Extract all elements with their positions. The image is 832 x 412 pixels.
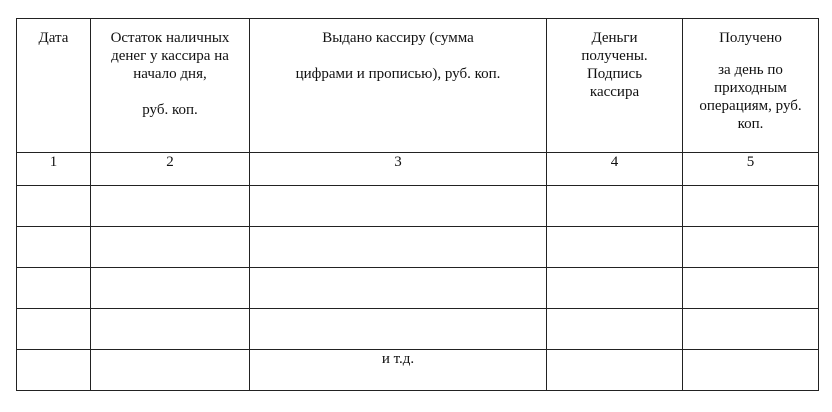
header-opening-balance-line3: начало дня, [133,66,207,82]
header-received-line3: приходным [714,80,787,96]
table-cell [17,186,91,227]
table-row [17,186,819,227]
table-cell [17,350,91,391]
table-cell [91,350,250,391]
table-cell [683,186,819,227]
header-money-received-line2: получены. [581,48,648,64]
table-cell [547,309,683,350]
table-cell [91,186,250,227]
table-row [17,309,819,350]
header-issued-line2: цифрами и прописью), руб. коп. [295,66,501,82]
header-issued-line1: Выдано кассиру (сумма [322,30,474,46]
header-date [17,19,91,153]
cash-ledger-table [16,18,819,391]
header-opening-balance-line2: денег у кассира на [111,48,229,64]
table-cell [250,227,547,268]
table-row-continuation [17,350,819,391]
header-opening-balance-line4: руб. коп. [142,102,198,118]
table-cell [17,309,91,350]
table-cell [250,268,547,309]
header-opening-balance [91,19,250,153]
table-cell [683,350,819,391]
column-number: 4 [547,153,683,186]
header-opening-balance-line1: Остаток наличных [110,30,230,46]
header-received-line1: Получено [719,30,782,46]
table-cell [683,309,819,350]
table-cell [547,268,683,309]
table-row [17,268,819,309]
table-cell [91,268,250,309]
header-money-received-line3: Подпись [586,66,643,82]
header-money-received-line4: кассира [589,84,640,100]
header-received-for-day [683,19,819,153]
column-number: 3 [250,153,547,186]
table-row [17,227,819,268]
table-cell [683,268,819,309]
column-number: 5 [683,153,819,186]
header-issued-to-cashier [250,19,547,153]
table-cell [547,227,683,268]
table-cell [250,186,547,227]
header-received-line2: за день по [718,62,783,78]
column-number: 1 [17,153,91,186]
header-date-text: Дата [38,30,69,46]
header-row [17,19,819,153]
table-cell [547,350,683,391]
table-cell [17,227,91,268]
header-money-received-line1: Деньги [591,30,638,46]
column-number: 2 [91,153,250,186]
header-money-received [547,19,683,153]
header-received-line4: операциям, руб. [699,98,802,114]
table-cell [91,227,250,268]
continuation-text: и т.д. [250,350,547,391]
table-cell [547,186,683,227]
table-cell [683,227,819,268]
table-cell [17,268,91,309]
table-cell [91,309,250,350]
column-number-row [17,153,819,186]
table-cell [250,309,547,350]
header-received-line5: коп. [737,116,764,132]
